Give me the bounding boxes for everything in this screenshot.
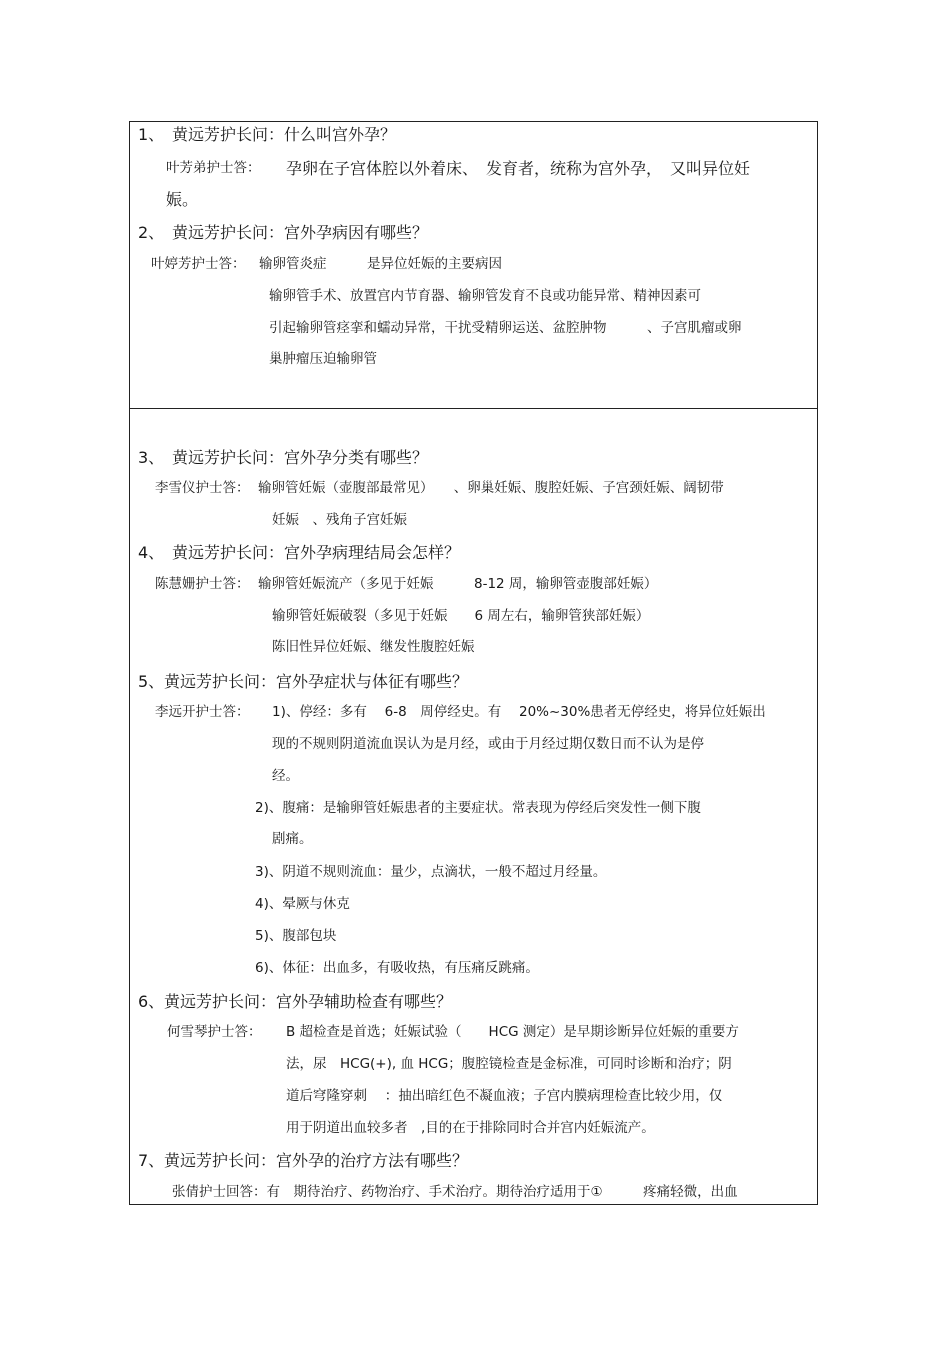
answer-6-speaker: 何雪琴护士答：	[167, 1024, 262, 1040]
answer-5-line: 现的不规则阴道流血误认为是月经，或由于月经过期仅数日而不认为是停	[272, 736, 704, 752]
answer-5-line: 2)、腹痛：是输卵管妊娠患者的主要症状。常表现为停经后突发性一侧下腹	[255, 800, 701, 816]
answer-6-line: 道后穹隆穿刺 ：抽出暗红色不凝血液；子宫内膜病理检查比较少用，仅	[286, 1088, 723, 1104]
answer-5-line: 5)、腹部包块	[255, 928, 337, 944]
question-3-text: 黄远芳护长问：宫外孕分类有哪些？	[172, 448, 429, 467]
answer-6-line: 法，尿 HCG(+), 血 HCG；腹腔镜检查是金标准，可同时诊断和治疗；阴	[286, 1056, 732, 1072]
question-1-text: 黄远芳护长问：什么叫宫外孕？	[172, 125, 397, 144]
question-7-number: 7、	[138, 1151, 165, 1170]
answer-5-speaker: 李远开护士答：	[155, 704, 250, 720]
question-1-number: 1、	[138, 125, 165, 144]
question-5-number: 5、	[138, 672, 165, 691]
answer-3-line: 妊娠 、残角子宫妊娠	[272, 512, 407, 528]
answer-1-line: 娠。	[166, 190, 199, 209]
answer-5-line: 6)、体征：出血多，有吸收热，有压痛反跳痛。	[255, 960, 539, 976]
answer-5-line: 剧痛。	[272, 831, 313, 847]
answer-1-speaker: 叶芳弟护士答：	[166, 160, 261, 176]
answer-3-speaker: 李雪仪护士答：	[155, 480, 250, 496]
answer-5-line: 3)、阴道不规则流血：量少，点滴状，一般不超过月经量。	[255, 864, 607, 880]
answer-2-line: 输卵管炎症 是异位妊娠的主要病因	[259, 256, 502, 272]
answer-5-line: 1)、停经：多有 6-8 周停经史。有 20%~30%患者无停经史，将异位妊娠出	[272, 704, 766, 720]
answer-2-line: 引起输卵管痉挛和蠕动异常，干扰受精卵运送、盆腔肿物 、子宫肌瘤或卵	[269, 320, 742, 336]
answer-3-line: 输卵管妊娠（壶腹部最常见） 、卵巢妊娠、腹腔妊娠、子宫颈妊娠、阔韧带	[258, 480, 724, 496]
question-2-text: 黄远芳护长问：宫外孕病因有哪些？	[172, 223, 429, 242]
answer-6-line: B 超检查是首选；妊娠试验（ HCG 测定）是早期诊断异位妊娠的重要方	[286, 1024, 739, 1040]
answer-4-line: 输卵管妊娠破裂（多见于妊娠 6 周左右，输卵管狭部妊娠）	[272, 608, 650, 624]
question-3-number: 3、	[138, 448, 165, 467]
question-7-text: 黄远芳护长问：宫外孕的治疗方法有哪些？	[164, 1151, 469, 1170]
answer-6-line: 用于阴道出血较多者 ,目的在于排除同时合并宫内妊娠流产。	[286, 1120, 655, 1136]
answer-4-line: 陈旧性异位妊娠、继发性腹腔妊娠	[272, 639, 475, 655]
answer-2-line: 输卵管手术、放置宫内节育器、输卵管发育不良或功能异常、精神因素可	[269, 288, 701, 304]
answer-5-line: 4)、晕厥与休克	[255, 896, 350, 912]
question-4-text: 黄远芳护长问：宫外孕病理结局会怎样？	[172, 543, 461, 562]
answer-2-line: 巢肿瘤压迫输卵管	[269, 351, 377, 367]
question-6-text: 黄远芳护长问：宫外孕辅助检查有哪些？	[164, 992, 453, 1011]
answer-2-speaker: 叶婷芳护士答：	[151, 256, 246, 272]
question-5-text: 黄远芳护长问：宫外孕症状与体征有哪些？	[164, 672, 469, 691]
answer-7-line: 张倩护士回答：有 期待治疗、药物治疗、手术治疗。期待治疗适用于① 疼痛轻微，出血	[172, 1184, 738, 1200]
answer-4-speaker: 陈慧姗护士答：	[155, 576, 250, 592]
answer-4-line: 输卵管妊娠流产（多见于妊娠 8-12 周，输卵管壶腹部妊娠）	[258, 576, 658, 592]
question-2-number: 2、	[138, 223, 165, 242]
answer-1-line: 孕卵在子宫体腔以外着床、 发育者，统称为宫外孕， 又叫异位妊	[286, 159, 751, 178]
question-4-number: 4、	[138, 543, 165, 562]
answer-5-line: 经。	[272, 768, 299, 784]
question-6-number: 6、	[138, 992, 165, 1011]
